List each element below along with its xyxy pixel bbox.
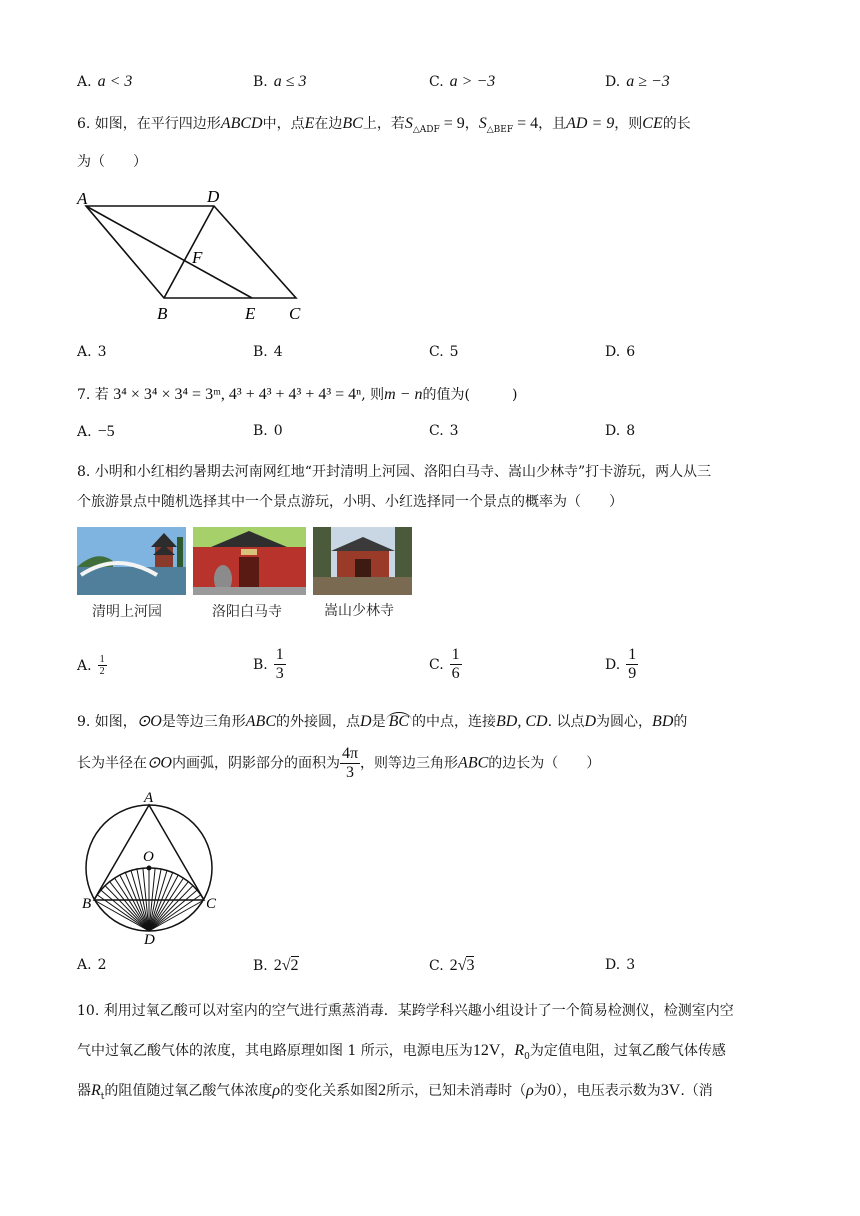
- point-e-label: E: [245, 304, 256, 323]
- q10-stem-line2: 气中过氧乙酸气体的浓度，其电路原理如图 1 所示，电源电压为12V，$R_0$为定值电阻，过氧乙酸气体传感: [77, 1042, 726, 1062]
- point-f-label: F: [192, 248, 203, 267]
- q9-options: [77, 957, 777, 979]
- q6-parallelogram-figure: [72, 186, 312, 326]
- q5-option-a[interactable]: A. a < 3: [77, 73, 133, 90]
- q6-option-a[interactable]: A. 3: [77, 344, 107, 360]
- q7-stem: 7. 若 3⁴ × 3⁴ × 3⁴ = 3ᵐ, 4³ + 4³ + 4³ + 4³ = 4ⁿ, 则m − n的值为( ): [77, 386, 518, 403]
- point-d-label: D: [207, 187, 220, 206]
- photo-baima-temple: [193, 527, 306, 595]
- q5-option-b[interactable]: B. a ≤ 3: [253, 73, 307, 90]
- q8-options: [77, 646, 777, 686]
- q7-option-d[interactable]: D. 8: [605, 423, 636, 439]
- q7-option-c[interactable]: C. 3: [429, 423, 459, 439]
- shading-line: [149, 882, 188, 931]
- q6-option-c[interactable]: C. 5: [429, 344, 459, 360]
- q9-option-b[interactable]: B. 2√2: [253, 957, 299, 974]
- q6-option-b[interactable]: B. 4: [253, 344, 283, 360]
- point-b-label: B: [82, 896, 92, 912]
- q9-circle-figure: [74, 784, 224, 948]
- q8-option-c[interactable]: C. $\frac{1}{6}$: [429, 646, 460, 682]
- q6-options: [77, 344, 777, 366]
- q10-stem-line3: 器$R_t$的阻值随过氧乙酸气体浓度ρ的变化关系如图2所示，已知未消毒时（ρ为0），电压表示数为3V.（消: [77, 1082, 713, 1102]
- caption-qingming: 清明上河园: [92, 604, 162, 620]
- q8-stem-line2: 个旅游景点中随机选择其中一个景点游玩，小明、小红选择同一个景点的概率为（ ）: [77, 494, 623, 510]
- point-a-label: A: [77, 189, 88, 208]
- point-b-label: B: [157, 304, 168, 323]
- point-o-label: O: [143, 849, 154, 865]
- point-c-label: C: [289, 304, 301, 323]
- q9-option-c[interactable]: C. 2√3: [429, 957, 475, 974]
- point-c-label: C: [206, 896, 217, 912]
- q7-option-b[interactable]: B. 0: [253, 423, 283, 439]
- photo-qingming-garden: [77, 527, 186, 595]
- center-o-point: [147, 866, 152, 871]
- q6-stem-line2: 为（ ）: [77, 154, 147, 170]
- photo-shaolin-temple: [313, 527, 412, 595]
- q9-option-a[interactable]: A. 2: [77, 957, 107, 973]
- q9-stem-line2: 长为半径在⊙O内画弧，阴影部分的面积为 $\frac{4\pi}{3}$ ，则等边三角形ABC的边长为（ ）: [77, 745, 601, 781]
- shading-line: [110, 882, 149, 931]
- q8-option-a[interactable]: A. $\frac{1}{2}$: [77, 654, 105, 677]
- q5-option-d[interactable]: D. a ≥ −3: [605, 73, 670, 90]
- q10-stem-line1: 10. 利用过氧乙酸可以对室内的空气进行熏蒸消毒．某跨学科兴趣小组设计了一个简易检测仪，检测室内空: [77, 1003, 734, 1019]
- point-a-label: A: [144, 790, 154, 806]
- q6-stem-line1: 6. 如图，在平行四边形ABCD中，点E在边BC上，若$S_{\triangle ADF} = 9$，$S_{\triangle BEF} = 4$，且AD = 9，则CE的长: [77, 115, 691, 135]
- q8-stem-line1: 8. 小明和小红相约暑期去河南网红地“开封清明上河园、洛阳白马寺、嵩山少林寺”打卡游玩，两人从三: [77, 464, 712, 480]
- caption-baima: 洛阳白马寺: [212, 604, 282, 620]
- q8-option-b[interactable]: B. $\frac{1}{3}$: [253, 646, 284, 682]
- q9-option-d[interactable]: D. 3: [605, 957, 636, 973]
- q9-stem-line1: 9. 如图，⊙O是等边三角形ABC的外接圆，点D是 BC 的中点，连接BD, CD. 以点D为圆心，BD的: [77, 713, 688, 730]
- caption-shaolin: 嵩山少林寺: [324, 603, 394, 619]
- q6-option-d[interactable]: D. 6: [605, 344, 636, 360]
- point-d-label: D: [144, 932, 155, 948]
- q7-options: [77, 423, 777, 445]
- q5-options: [77, 73, 777, 95]
- q8-option-d[interactable]: D. $\frac{1}{9}$: [605, 646, 637, 682]
- q5-option-c[interactable]: C. a > −3: [429, 73, 496, 90]
- q7-option-a[interactable]: A. −5: [77, 423, 115, 440]
